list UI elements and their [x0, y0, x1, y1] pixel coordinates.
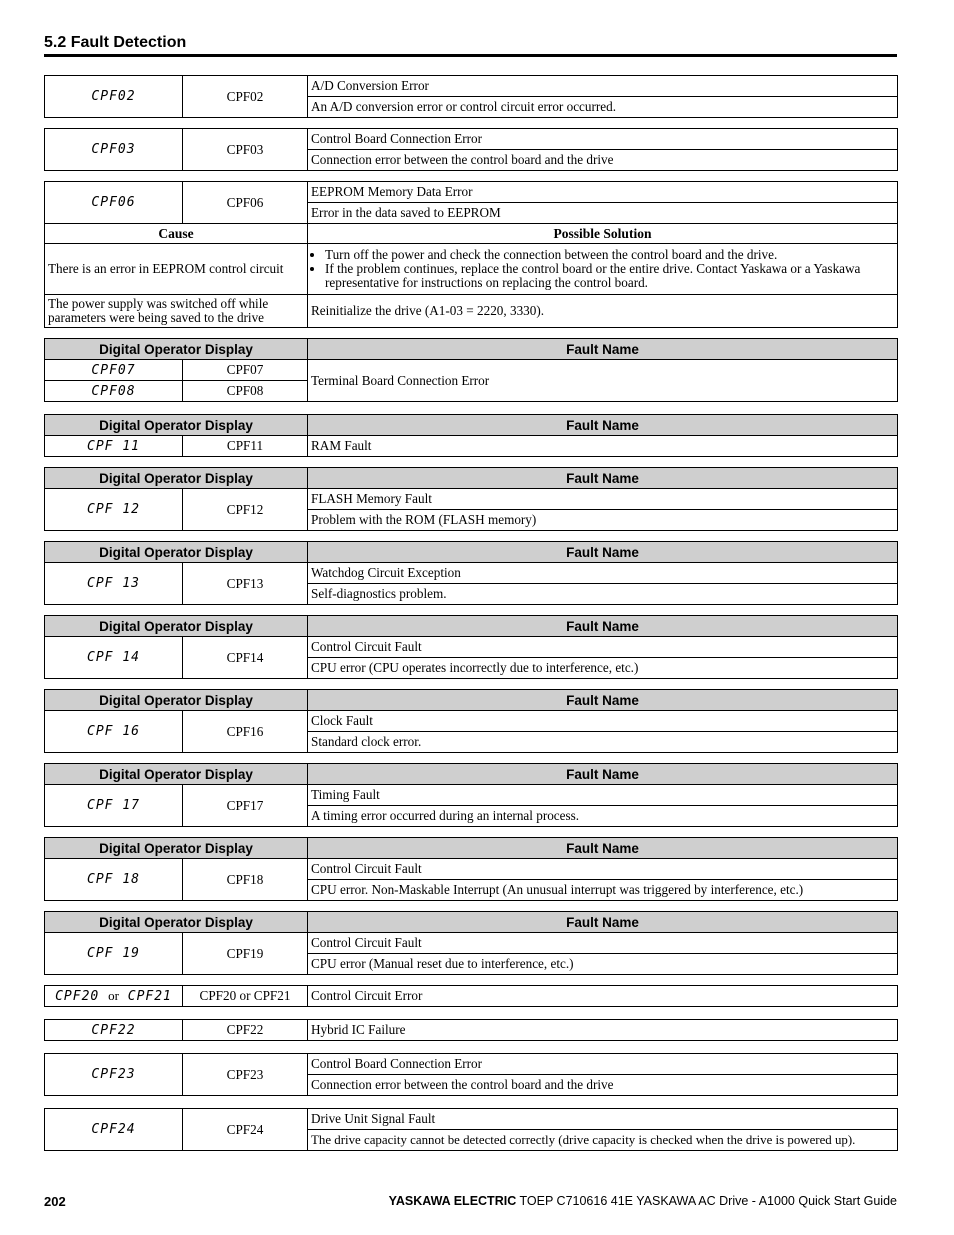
- display-header: Digital Operator Display: [45, 912, 308, 933]
- fault-name: RAM Fault: [308, 436, 898, 457]
- fault-table-cpf07-cpf08: [44, 338, 898, 402]
- fault-name: Terminal Board Connection Error: [308, 360, 898, 402]
- operator-display: CPF 13: [45, 563, 183, 605]
- operator-display: CPF06: [45, 182, 183, 224]
- operator-display: CPF 16: [45, 711, 183, 753]
- fault-code: CPF07: [183, 360, 308, 381]
- fault-name: Control Circuit Fault: [308, 637, 898, 658]
- solution-cell: Reinitialize the drive (A1-03 = 2220, 3330).: [308, 295, 898, 328]
- fault-tables: [44, 75, 897, 1151]
- fault-description: CPU error (CPU operates incorrectly due to interference, etc.): [308, 658, 898, 679]
- fault-table-cpf24: [44, 1108, 898, 1151]
- footer-doc-info: [389, 1194, 897, 1208]
- fault-description: Standard clock error.: [308, 732, 898, 753]
- operator-display: CPF07: [45, 360, 183, 381]
- fault-code: CPF14: [183, 637, 308, 679]
- operator-display: CPF 19: [45, 933, 183, 975]
- fault-description: CPU error (Manual reset due to interference, etc.): [308, 954, 898, 975]
- solution-item: • Turn off the power and check the connection between the control board and the drive.: [325, 248, 894, 262]
- fault-description: Problem with the ROM (FLASH memory): [308, 510, 898, 531]
- fault-description: Self-diagnostics problem.: [308, 584, 898, 605]
- fault-code: CPF24: [183, 1109, 308, 1151]
- fault-description: Connection error between the control board and the drive: [308, 150, 898, 171]
- operator-display-b: CPF21: [127, 989, 172, 1004]
- fault-name: A/D Conversion Error: [308, 76, 898, 97]
- fault-name-header: Fault Name: [308, 912, 898, 933]
- fault-name: Drive Unit Signal Fault: [308, 1109, 898, 1130]
- operator-display: CPF 12: [45, 489, 183, 531]
- fault-name: FLASH Memory Fault: [308, 489, 898, 510]
- operator-display: CPF24: [45, 1109, 183, 1151]
- fault-name: EEPROM Memory Data Error: [308, 182, 898, 203]
- fault-code: CPF20 or CPF21: [183, 986, 308, 1007]
- fault-table-cpf19: [44, 911, 898, 975]
- solution-cell: [308, 244, 898, 295]
- display-header: Digital Operator Display: [45, 415, 308, 436]
- fault-name-header: Fault Name: [308, 838, 898, 859]
- fault-table-cpf20-cpf21: [44, 985, 898, 1007]
- fault-table-cpf13: [44, 541, 898, 605]
- fault-name-header: Fault Name: [308, 415, 898, 436]
- solution-item: • If the problem continues, replace the control board or the entire drive. Contact Yaskawa or a Yaskawa representative for instructions on replacing the control board.: [325, 262, 894, 290]
- display-header: Digital Operator Display: [45, 690, 308, 711]
- fault-code: CPF23: [183, 1054, 308, 1096]
- operator-display: CPF22: [45, 1020, 183, 1041]
- fault-description: A timing error occurred during an internal process.: [308, 806, 898, 827]
- fault-code: CPF17: [183, 785, 308, 827]
- footer-brand: YASKAWA ELECTRIC: [388, 1194, 517, 1208]
- cause-cell: The power supply was switched off while parameters were being saved to the drive: [45, 295, 308, 328]
- fault-name: Clock Fault: [308, 711, 898, 732]
- fault-table-cpf02: [44, 75, 898, 118]
- fault-name: Control Circuit Fault: [308, 933, 898, 954]
- fault-code: CPF19: [183, 933, 308, 975]
- fault-table-cpf12: [44, 467, 898, 531]
- operator-display: CPF03: [45, 129, 183, 171]
- operator-display-a: CPF20: [55, 989, 100, 1004]
- cause-header: Cause: [45, 224, 308, 244]
- fault-name-header: Fault Name: [308, 468, 898, 489]
- cause-cell: There is an error in EEPROM control circuit: [45, 244, 308, 295]
- fault-code: CPF22: [183, 1020, 308, 1041]
- solution-list: [311, 248, 894, 290]
- fault-code: CPF02: [183, 76, 308, 118]
- fault-table-cpf14: [44, 615, 898, 679]
- fault-table-cpf22: [44, 1019, 898, 1041]
- fault-description: An A/D conversion error or control circuit error occurred.: [308, 97, 898, 118]
- fault-table-cpf17: [44, 763, 898, 827]
- display-header: Digital Operator Display: [45, 764, 308, 785]
- display-header: Digital Operator Display: [45, 542, 308, 563]
- fault-name: Hybrid IC Failure: [308, 1020, 898, 1041]
- fault-table-cpf03: [44, 128, 898, 171]
- or-text: or: [108, 988, 119, 1003]
- footer-doc: TOEP C710616 41E YASKAWA AC Drive - A1000 Quick Start Guide: [519, 1194, 897, 1208]
- operator-display: CPF23: [45, 1054, 183, 1096]
- display-header: Digital Operator Display: [45, 838, 308, 859]
- fault-code: CPF03: [183, 129, 308, 171]
- fault-name-header: Fault Name: [308, 542, 898, 563]
- fault-description: CPU error. Non-Maskable Interrupt (An unusual interrupt was triggered by interference, etc.): [308, 880, 898, 901]
- fault-code: CPF06: [183, 182, 308, 224]
- fault-name: Control Circuit Fault: [308, 859, 898, 880]
- fault-description: Connection error between the control board and the drive: [308, 1075, 898, 1096]
- fault-name: Control Circuit Error: [308, 986, 898, 1007]
- page-number: 202: [44, 1194, 66, 1209]
- fault-name-header: Fault Name: [308, 339, 898, 360]
- fault-code: CPF13: [183, 563, 308, 605]
- fault-name-header: Fault Name: [308, 690, 898, 711]
- display-header: Digital Operator Display: [45, 616, 308, 637]
- fault-code: CPF16: [183, 711, 308, 753]
- fault-description: Error in the data saved to EEPROM: [308, 203, 898, 224]
- fault-table-cpf16: [44, 689, 898, 753]
- fault-name-header: Fault Name: [308, 616, 898, 637]
- fault-description: The drive capacity cannot be detected correctly (drive capacity is checked when the drive is powered up).: [308, 1130, 898, 1151]
- operator-display: CPF02: [45, 76, 183, 118]
- fault-name: Control Board Connection Error: [308, 129, 898, 150]
- fault-code: CPF08: [183, 381, 308, 402]
- fault-table-cpf11: [44, 414, 898, 457]
- operator-display: CPF 18: [45, 859, 183, 901]
- operator-display: CPF08: [45, 381, 183, 402]
- fault-table-cpf23: [44, 1053, 898, 1096]
- fault-name: Control Board Connection Error: [308, 1054, 898, 1075]
- fault-code: CPF18: [183, 859, 308, 901]
- fault-name: Watchdog Circuit Exception: [308, 563, 898, 584]
- operator-display: CPF 11: [45, 436, 183, 457]
- operator-display: CPF 14: [45, 637, 183, 679]
- fault-name: Timing Fault: [308, 785, 898, 806]
- fault-code: CPF12: [183, 489, 308, 531]
- fault-code: CPF11: [183, 436, 308, 457]
- operator-display: CPF 17: [45, 785, 183, 827]
- fault-name-header: Fault Name: [308, 764, 898, 785]
- display-header: Digital Operator Display: [45, 339, 308, 360]
- section-title: 5.2 Fault Detection: [44, 34, 187, 51]
- fault-table-cpf06: [44, 181, 898, 328]
- display-header: Digital Operator Display: [45, 468, 308, 489]
- solution-header: Possible Solution: [308, 224, 898, 244]
- fault-table-cpf18: [44, 837, 898, 901]
- operator-display: [45, 986, 183, 1007]
- header-rule: [44, 54, 897, 57]
